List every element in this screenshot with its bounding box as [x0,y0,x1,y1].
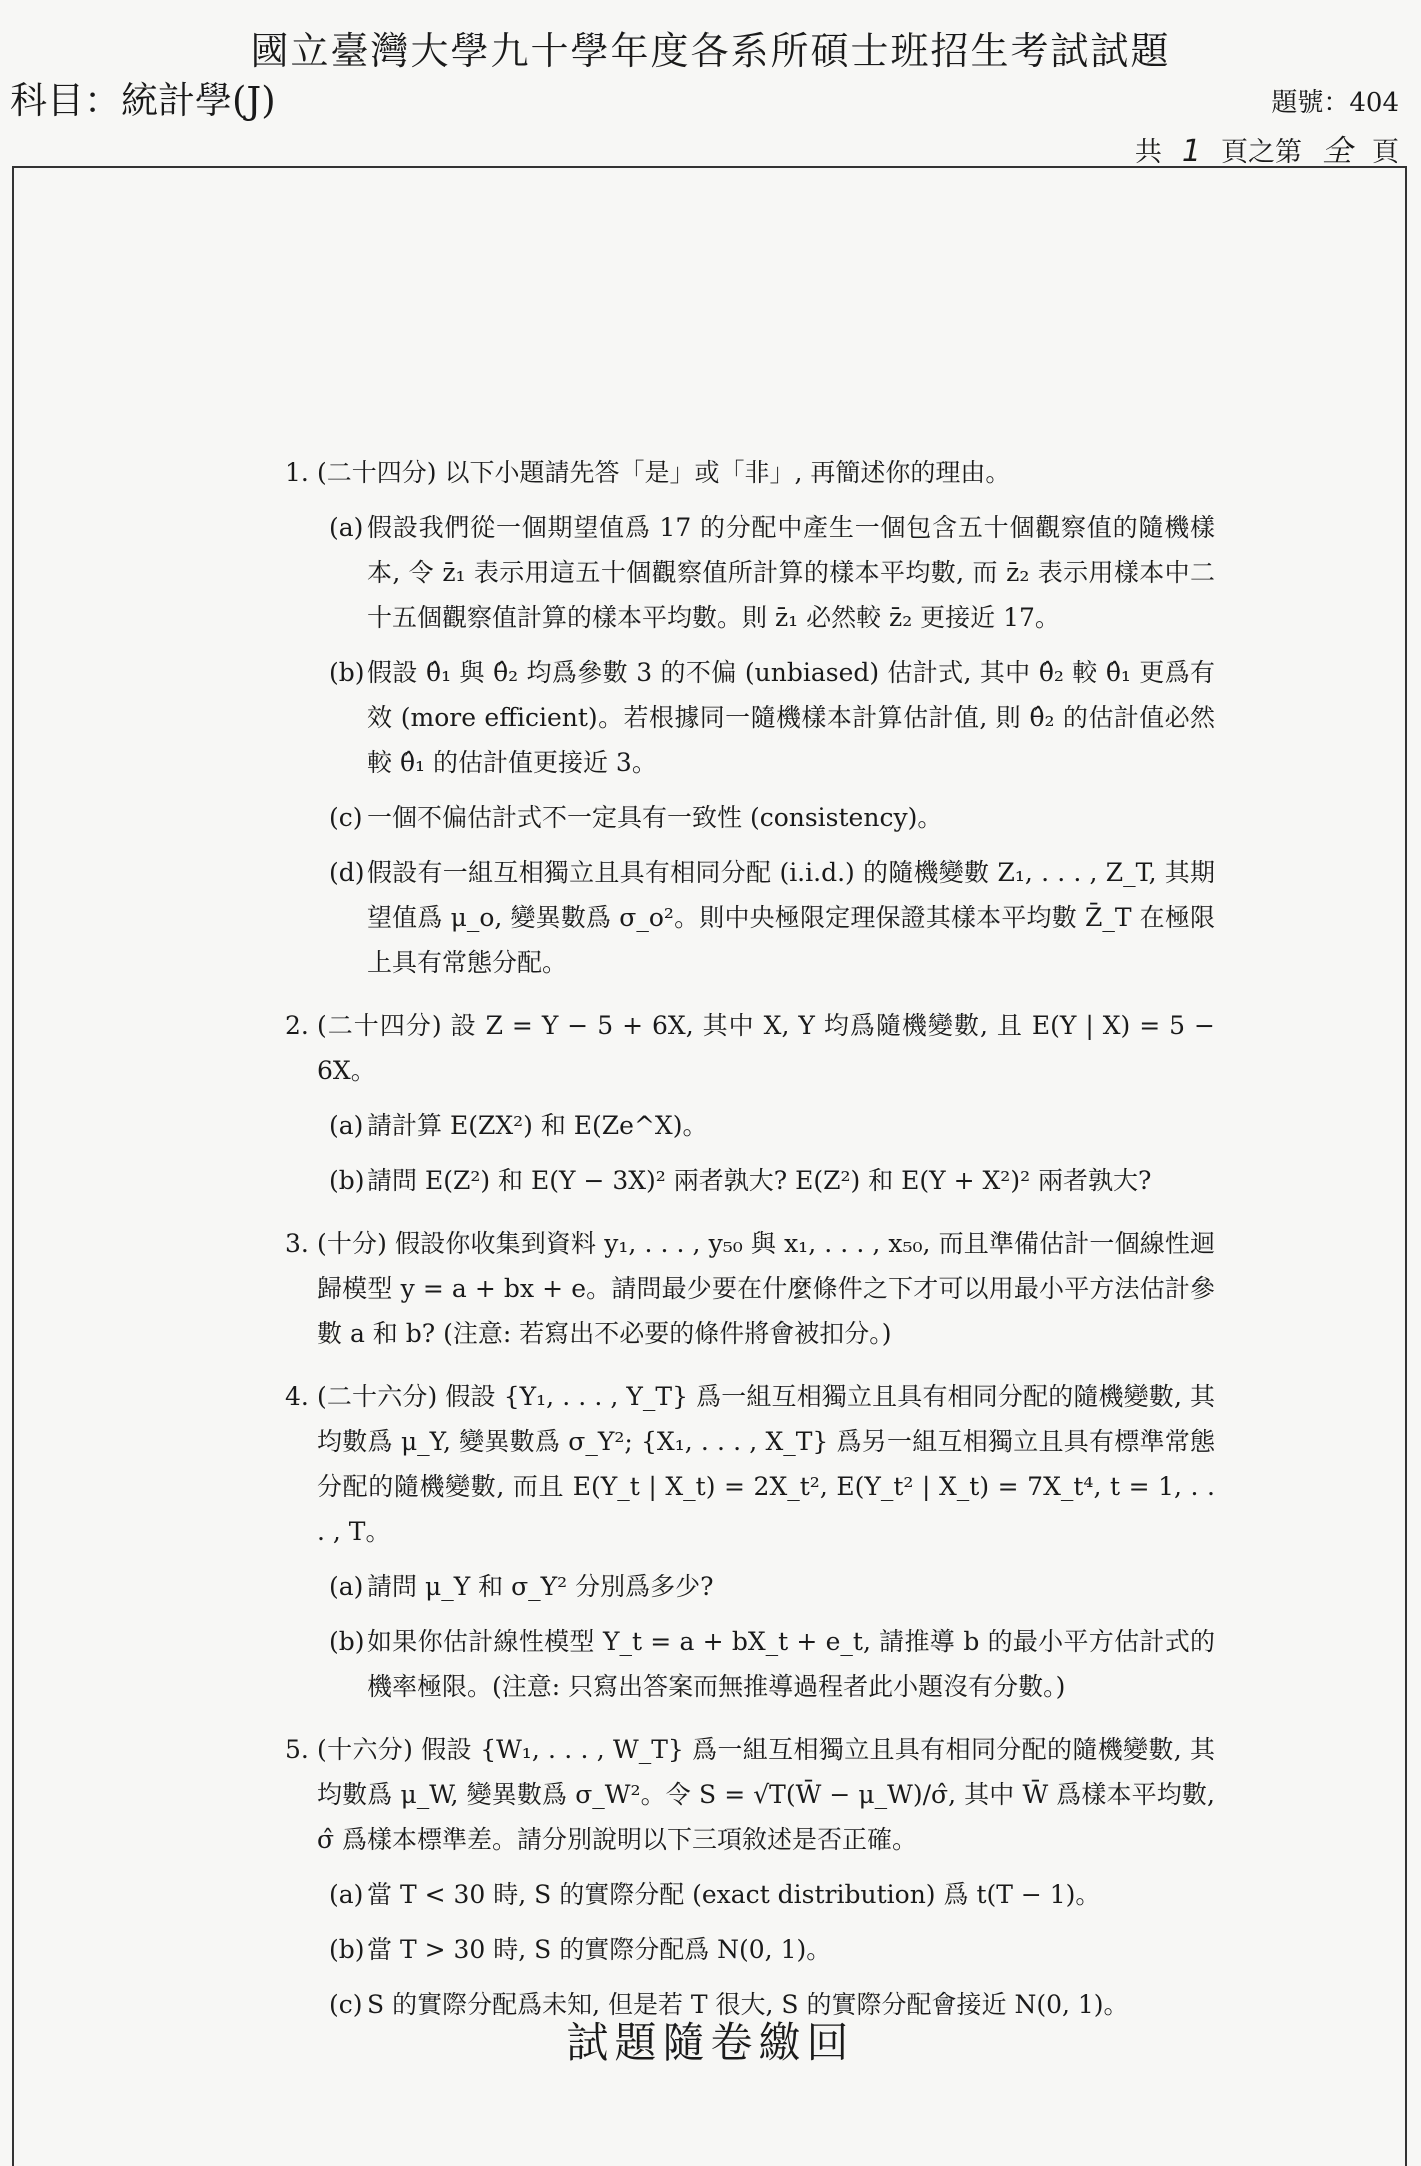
problem-3 [285,1221,1215,1356]
subquestion-text: 請問 μ_Y 和 σ_Y² 分別爲多少? [367,1572,714,1601]
subquestion-text: 假設 θ̂₁ 與 θ̂₂ 均爲參數 3 的不偏 (unbiased) 估計式, 其中 θ̂₂ 較 θ̂₁ 更爲有效 (more efficient)。若根據同一隨機樣本計算估計值, 則 θ̂₂ 的估計值必然較 θ̂₁ 的估計值更接近 3。 [367,658,1215,777]
problem-text: (十分) 假設你收集到資料 y₁, . . . , y₅₀ 與 x₁, . . . , x₅₀, 而且準備估計一個線性迴歸模型 y = a + bx + e。請問最少要在什麼條件之下才可以用最小平方法估計參數 a 和 b? (注意: 若寫出不必要的條件將會被扣分。) [317,1229,1215,1348]
problem-1 [285,450,1215,985]
page-current: 全 [1322,134,1352,169]
subquestion [317,650,1215,785]
subquestion [317,1158,1215,1203]
exam-content [285,450,1215,2045]
subquestion-label: (a) [329,513,364,542]
subquestion [317,1927,1215,1972]
subquestion-text: S 的實際分配爲未知, 但是若 T 很大, S 的實際分配會接近 N(0, 1)。 [367,1990,1129,2019]
problem-number: 1. [285,458,309,487]
subquestion-label: (a) [329,1572,364,1601]
page-total: 1 [1181,134,1201,169]
subquestion-label: (a) [329,1880,364,1909]
subquestion-text: 請問 E(Z²) 和 E(Y − 3X)² 兩者孰大? E(Z²) 和 E(Y + X²)² 兩者孰大? [367,1166,1152,1195]
problem-number: 3. [285,1229,309,1258]
subquestion-text: 請計算 E(ZX²) 和 E(Ze^X)。 [367,1111,708,1140]
subquestion [317,795,1215,840]
subquestion-text: 一個不偏估計式不一定具有一致性 (consistency)。 [367,803,943,832]
problem-number: 5. [285,1735,309,1764]
subject-label: 科目：統計學(J) [10,79,276,122]
page-info [1135,126,1399,170]
problem-4 [285,1374,1215,1709]
subquestion-label: (b) [329,1166,365,1195]
problem-text: (二十四分) 設 Z = Y − 5 + 6X, 其中 X, Y 均爲隨機變數, 且 E(Y | X) = 5 − 6X。 [317,1011,1215,1085]
subquestion-label: (b) [329,658,365,687]
subquestion-text: 假設我們從一個期望值爲 17 的分配中產生一個包含五十個觀察值的隨機樣本, 令 z̄₁ 表示用這五十個觀察值所計算的樣本平均數, 而 z̄₂ 表示用樣本中二十五個觀察值計算的樣本平均數。則 z̄₁ 必然較 z̄₂ 更接近 17。 [367,513,1215,632]
problem-text: (二十四分) 以下小題請先答「是」或「非」, 再簡述你的理由。 [317,458,1011,487]
page-mid: 頁之第 [1221,137,1302,168]
subquestion-text: 當 T < 30 時, S 的實際分配 (exact distribution) 爲 t(T − 1)。 [367,1880,1101,1909]
return-exam-note: 試題隨卷繳回 [566,2018,855,2067]
subquestion [317,1619,1215,1709]
subquestion-label: (d) [329,858,365,887]
subquestion-text: 假設有一組互相獨立且具有相同分配 (i.i.d.) 的隨機變數 Z₁, . . . , Z_T, 其期望值爲 μ_o, 變異數爲 σ_o²。則中央極限定理保證其樣本平均數 Z̄_T 在極限上具有常態分配。 [367,858,1215,977]
subquestion-text: 當 T > 30 時, S 的實際分配爲 N(0, 1)。 [367,1935,832,1964]
subquestion [317,505,1215,640]
problem-2 [285,1003,1215,1203]
subquestion-text: 如果你估計線性模型 Y_t = a + bX_t + e_t, 請推導 b 的最小平方估計式的機率極限。(注意: 只寫出答案而無推導過程者此小題沒有分數。) [367,1627,1215,1701]
page-total-prefix: 共 [1134,137,1162,168]
problem-5 [285,1727,1215,2027]
subquestion-label: (c) [329,803,363,832]
subquestion-label: (a) [329,1111,364,1140]
subquestion-label: (b) [329,1935,365,1964]
page-suffix: 頁 [1372,137,1399,168]
subquestion [317,1564,1215,1609]
subquestion-label: (c) [329,1990,363,2019]
problem-number: 4. [285,1382,309,1411]
question-number: 題號：404 [1271,88,1399,118]
subquestion [317,1103,1215,1148]
subquestion-label: (b) [329,1627,365,1656]
exam-title: 國立臺灣大學九十學年度各系所碩士班招生考試試題 [250,29,1171,73]
problem-text: (十六分) 假設 {W₁, . . . , W_T} 爲一組互相獨立且具有相同分配的隨機變數, 其均數爲 μ_W, 變異數爲 σ_W²。令 S = √T(W̄ − μ_W)/σ̂, 其中 W̄ 爲樣本平均數, σ̂ 爲樣本標準差。請分別說明以下三項敘述是否正確。 [317,1735,1215,1854]
subquestion [317,1872,1215,1917]
problem-text: (二十六分) 假設 {Y₁, . . . , Y_T} 爲一組互相獨立且具有相同分配的隨機變數, 其均數爲 μ_Y, 變異數爲 σ_Y²; {X₁, . . . , X_T} 爲另一組互相獨立且具有標準常態分配的隨機變數, 而且 E(Y_t | X_t) = 2X_t², E(Y_t² | X_t) = 7X_t⁴, t = 1, . . . , T。 [317,1382,1215,1546]
problem-number: 2. [285,1011,309,1040]
subquestion [317,850,1215,985]
